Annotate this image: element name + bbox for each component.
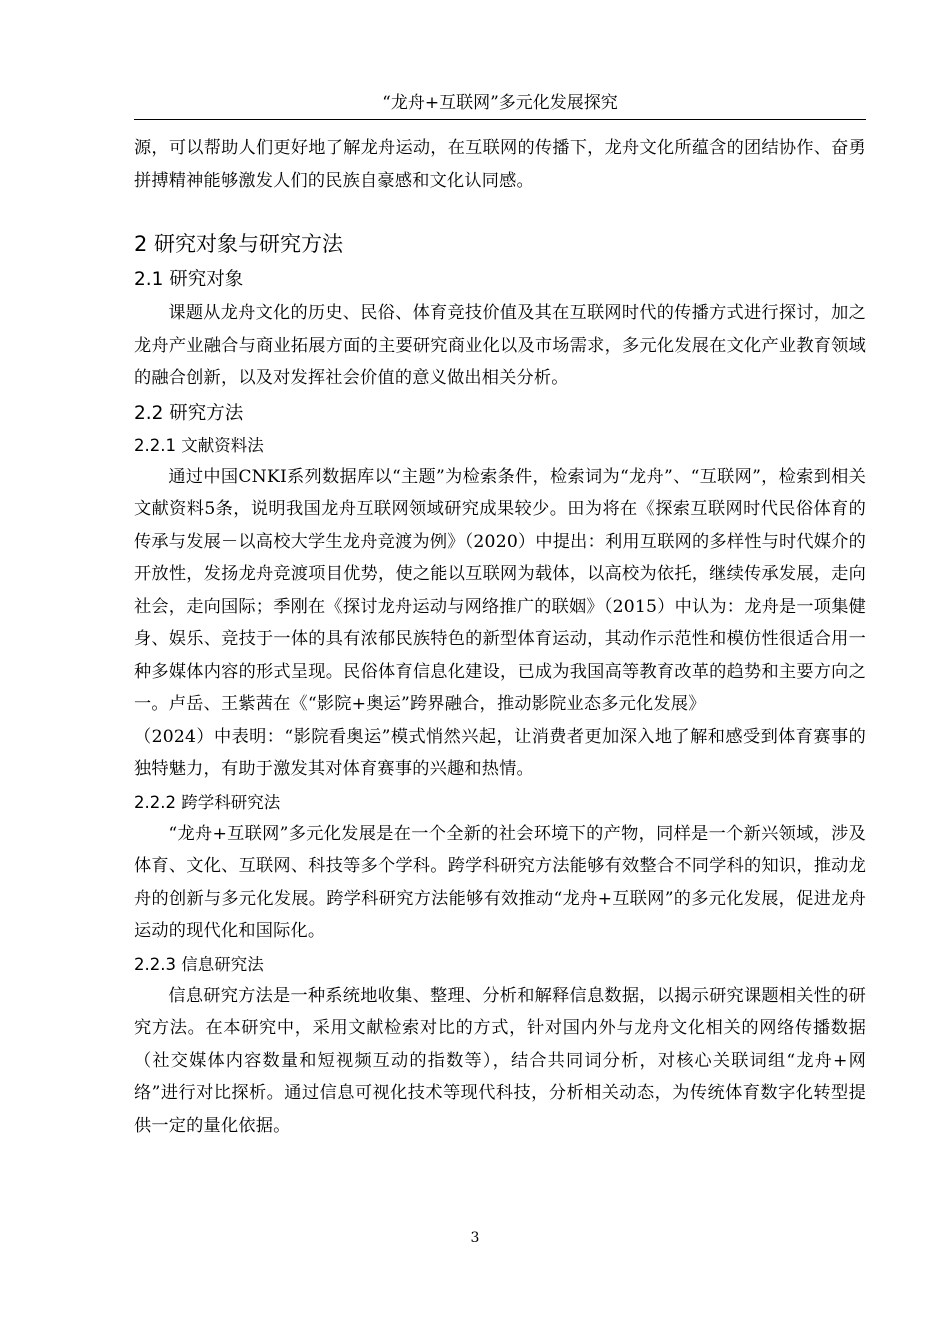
section-2-2-1-paragraph-b: （2024）中表明：“影院看奥运”模式悄然兴起，让消费者更加深入地了解和感受到体育赛事的独特魅力，有助于激发其对体育赛事的兴趣和热情。 <box>134 726 866 779</box>
section-2-2-2-heading: 2.2.2 跨学科研究法 <box>134 792 281 812</box>
section-2-1-heading: 2.1 研究对象 <box>134 269 244 290</box>
intro-paragraph: 源，可以帮助人们更好地了解龙舟运动，在互联网的传播下，龙舟文化所蕴含的团结协作、奋勇拼搏精神能够激发人们的民族自豪感和文化认同感。 <box>134 138 866 191</box>
section-2-2-3-paragraph: 信息研究方法是一种系统地收集、整理、分析和解释信息数据，以揭示研究课题相关性的研究方法。在本研究中，采用文献检索对比的方式，针对国内外与龙舟文化相关的网络传播数据（社交媒体内容数量和短视频互动的指数等），结合共同词分析，对核心关联词组“龙舟+网络”进行对比探析。通过信息可视化技术等现代科技，分析相关动态，为传统体育数字化转型提供一定的量化依据。 <box>134 985 866 1136</box>
section-2-2-2-paragraph: “龙舟+互联网”多元化发展是在一个全新的社会环境下的产物，同样是一个新兴领域，涉及体育、文化、互联网、科技等多个学科。跨学科研究方法能够有效整合不同学科的知识，推动龙舟的创新与多元化发展。跨学科研究方法能够有效推动“龙舟+互联网”的多元化发展，促进龙舟运动的现代化和国际化。 <box>134 823 866 941</box>
page-number: 3 <box>470 1230 480 1246</box>
section-2-2-3-heading: 2.2.3 信息研究法 <box>134 954 264 974</box>
document-body <box>134 132 866 1142</box>
page-header: “龙舟+互联网”多元化发展探究 <box>134 90 866 120</box>
section-2-2-1-heading: 2.2.1 文献资料法 <box>134 435 264 455</box>
section-2-heading: 2 研究对象与研究方法 <box>134 232 344 256</box>
section-2-1-paragraph: 课题从龙舟文化的历史、民俗、体育竞技价值及其在互联网时代的传播方式进行探讨，加之龙舟产业融合与商业拓展方面的主要研究商业化以及市场需求，多元化发展在文化产业教育领域的融合创新，以及对发挥社会价值的意义做出相关分析。 <box>134 303 866 388</box>
section-2-2-heading: 2.2 研究方法 <box>134 402 244 424</box>
section-2-2-1-paragraph-a: 通过中国CNKI系列数据库以“主题”为检索条件，检索词为“龙舟”、“互联网”，检索到相关文献资料5条，说明我国龙舟互联网领域研究成果较少。田为将在《探索互联网时代民俗体育的传承与发展－以高校大学生龙舟竞渡为例》（2020）中提出：利用互联网的多样性与时代媒介的开放性，发扬龙舟竞渡项目优势，使之能以互联网为载体，以高校为依托，继续传承发展，走向社会，走向国际；季刚在《探讨龙舟运动与网络推广的联姻》（2015）中认为：龙舟是一项集健身、娱乐、竞技于一体的具有浓郁民族特色的新型体育运动，其动作示范性和模仿性很适合用一种多媒体内容的形式呈现。民俗体育信息化建设，已成为我国高等教育改革的趋势和主要方向之一。卢岳、王紫茜在《“影院+奥运”跨界融合，推动影院业态多元化发展》 <box>134 466 866 714</box>
